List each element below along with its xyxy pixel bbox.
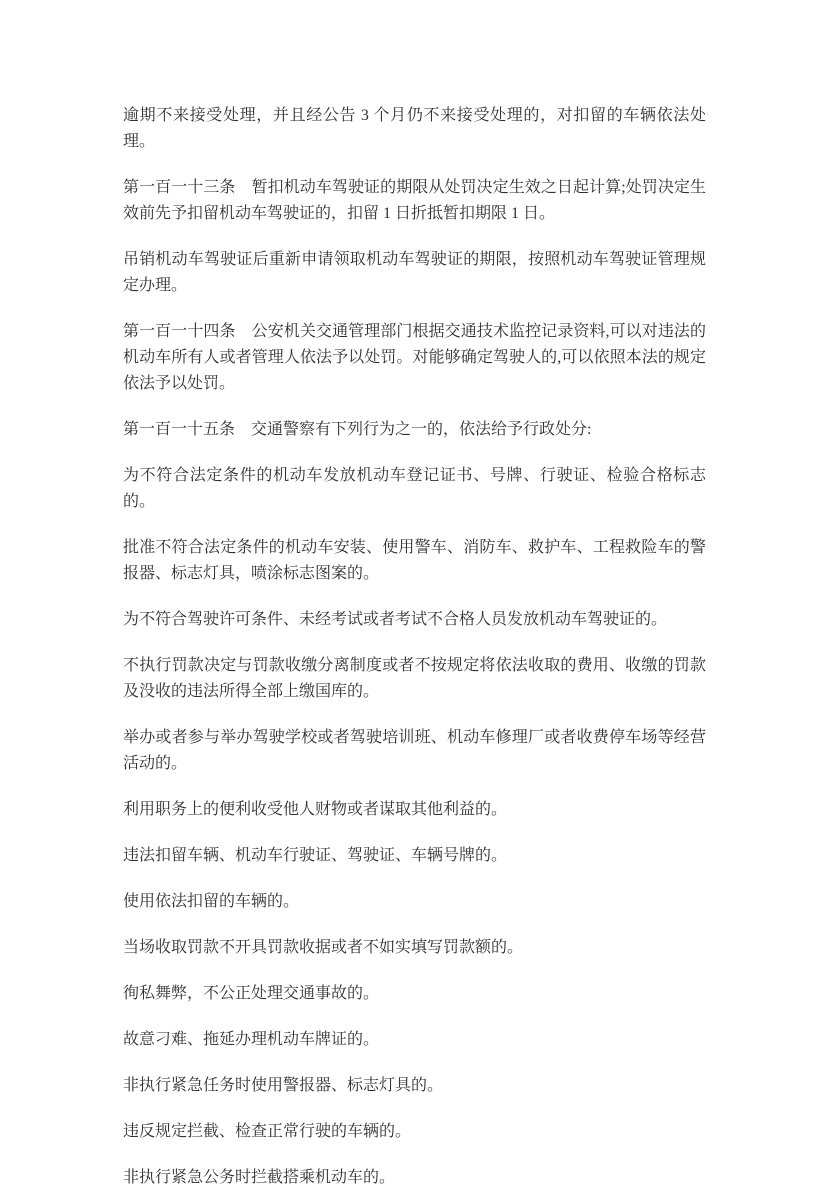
paragraph: 违反规定拦截、检查正常行驶的车辆的。 <box>123 1123 412 1140</box>
paragraph: 利用职务上的便利收受他人财物或者谋取其他利益的。 <box>123 801 508 818</box>
paragraph: 批准不符合法定条件的机动车安装、使用警车、消防车、救护车、工程救险车的警报器、标志灯具，喷涂标志图案的。 <box>123 539 706 582</box>
paragraph: 非执行紧急任务时使用警报器、标志灯具的。 <box>123 1077 444 1094</box>
paragraph: 违法扣留车辆、机动车行驶证、驾驶证、车辆号牌的。 <box>123 847 508 864</box>
paragraph: 为不符合驾驶许可条件、未经考试或者考试不合格人员发放机动车驾驶证的。 <box>123 611 668 628</box>
paragraph: 第一百一十三条 暂扣机动车驾驶证的期限从处罚决定生效之日起计算;处罚决定生效前先予扣留机动车驾驶证的，扣留 1 日折抵暂扣期限 1 日。 <box>123 179 706 222</box>
paragraph: 当场收取罚款不开具罚款收据或者不如实填写罚款额的。 <box>123 939 524 956</box>
paragraph: 第一百一十四条 公安机关交通管理部门根据交通技术监控记录资料,可以对违法的机动车所有人或者管理人依法予以处罚。对能够确定驾驶人的,可以依照本法的规定依法予以处罚。 <box>123 323 706 392</box>
paragraph: 使用依法扣留的车辆的。 <box>123 893 300 910</box>
paragraph: 为不符合法定条件的机动车发放机动车登记证书、号牌、行驶证、检验合格标志的。 <box>123 467 706 510</box>
paragraph: 故意刁难、拖延办理机动车牌证的。 <box>123 1031 380 1048</box>
paragraph: 逾期不来接受处理，并且经公告 3 个月仍不来接受处理的，对扣留的车辆依法处理。 <box>123 107 706 150</box>
paragraph: 徇私舞弊，不公正处理交通事故的。 <box>123 985 380 1002</box>
paragraph: 举办或者参与举办驾驶学校或者驾驶培训班、机动车修理厂或者收费停车场等经营活动的。 <box>123 729 706 772</box>
paragraph: 第一百一十五条 交通警察有下列行为之一的，依法给予行政处分: <box>123 421 592 438</box>
paragraph: 吊销机动车驾驶证后重新申请领取机动车驾驶证的期限，按照机动车驾驶证管理规定办理。 <box>123 251 706 294</box>
paragraph: 非执行紧急公务时拦截搭乘机动车的。 <box>123 1169 396 1186</box>
document-body <box>123 103 706 1191</box>
paragraph: 不执行罚款决定与罚款收缴分离制度或者不按规定将依法收取的费用、收缴的罚款及没收的违法所得全部上缴国库的。 <box>123 657 706 700</box>
